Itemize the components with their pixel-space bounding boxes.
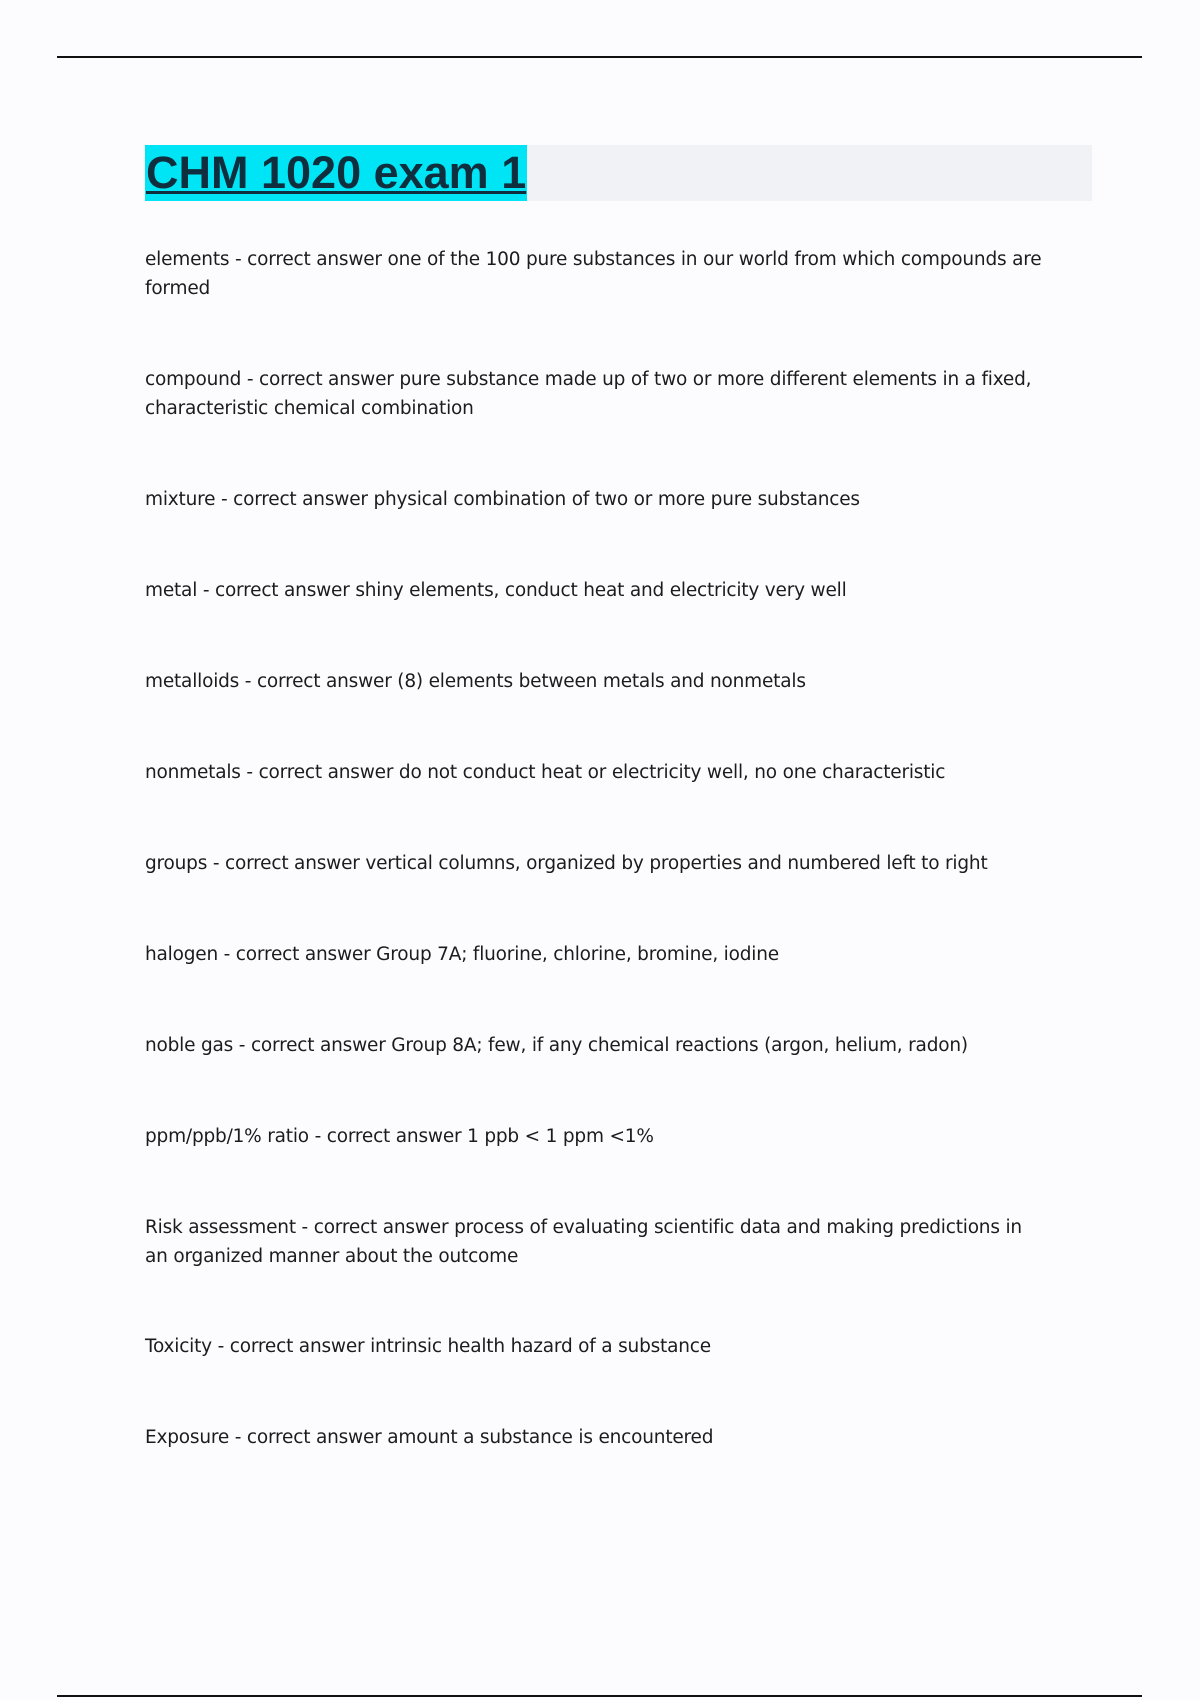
entry-elements: elements - correct answer one of the 100 pure substances in our world from which compounds are formed <box>145 249 1042 299</box>
entry-metalloids: metalloids - correct answer (8) elements between metals and nonmetals <box>145 671 806 692</box>
entry-exposure: Exposure - correct answer amount a substance is encountered <box>145 1427 714 1448</box>
bottom-divider <box>57 1695 1142 1697</box>
page-title: CHM 1020 exam 1 <box>145 145 527 201</box>
entry-mixture: mixture - correct answer physical combination of two or more pure substances <box>145 489 860 510</box>
entry-ppm-ratio: ppm/ppb/1% ratio - correct answer 1 ppb < 1 ppm <1% <box>145 1126 654 1147</box>
entry-halogen: halogen - correct answer Group 7A; fluorine, chlorine, bromine, iodine <box>145 944 779 965</box>
entry-compound: compound - correct answer pure substance made up of two or more different elements in a fixed, characteristic chemical combination <box>145 369 1032 419</box>
entry-toxicity: Toxicity - correct answer intrinsic health hazard of a substance <box>145 1336 711 1357</box>
entry-risk-assessment: Risk assessment - correct answer process of evaluating scientific data and making predictions in an organized manner about the outcome <box>145 1217 1022 1267</box>
top-divider <box>57 56 1142 58</box>
entry-nonmetals: nonmetals - correct answer do not conduct heat or electricity well, no one characteristic <box>145 762 946 783</box>
entry-groups: groups - correct answer vertical columns, organized by properties and numbered left to right <box>145 853 988 874</box>
entry-metal: metal - correct answer shiny elements, conduct heat and electricity very well <box>145 580 847 601</box>
entry-noble-gas: noble gas - correct answer Group 8A; few, if any chemical reactions (argon, helium, radon) <box>145 1035 968 1056</box>
